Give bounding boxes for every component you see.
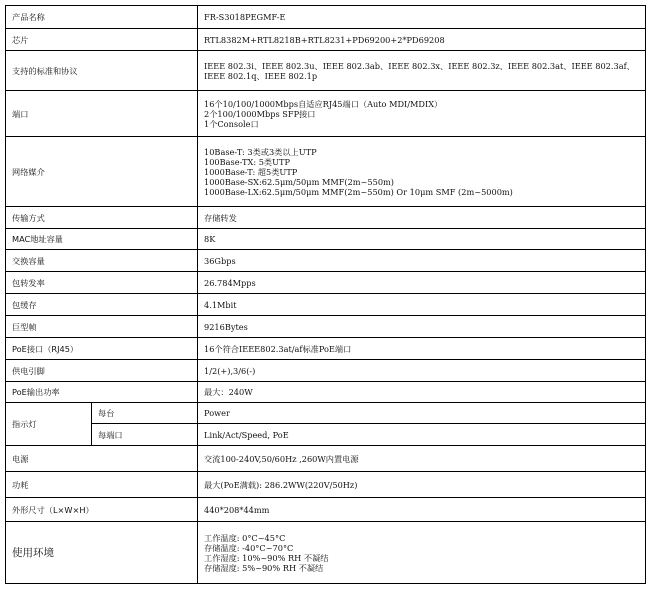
value-line: 1000Base-T: 超5类UTP <box>204 166 298 177</box>
row-value-lines <box>198 137 646 207</box>
row-value-lines <box>198 91 646 137</box>
sub-label: 每端口 <box>92 424 198 446</box>
row-value: Link/Act/Speed, PoE <box>198 424 646 446</box>
row-value: 4.1Mbit <box>198 294 646 316</box>
row-label: 传输方式 <box>6 207 198 229</box>
table-row <box>6 6 646 29</box>
value-line: 工作湿度: 10%~90% RH 不凝结 <box>204 552 329 563</box>
row-label: 芯片 <box>6 29 198 51</box>
row-label: 功耗 <box>6 472 198 498</box>
row-value: 最大：240W <box>198 382 646 403</box>
row-value: 26.784Mpps <box>198 272 646 294</box>
table-row <box>6 207 646 229</box>
row-label: 支持的标准和协议 <box>6 51 198 91</box>
value-line: 1个Console口 <box>204 118 259 129</box>
value-line: 工作温度: 0°C~45°C <box>204 532 286 543</box>
table-row <box>6 272 646 294</box>
row-value: RTL8382M+RTL8218B+RTL8231+PD69200+2*PD69208 <box>198 29 646 51</box>
row-value: FR-S3018PEGMF-E <box>198 6 646 29</box>
table-row <box>6 51 646 91</box>
table-row <box>6 498 646 522</box>
row-label: 产品名称 <box>6 6 198 29</box>
row-value: Power <box>198 403 646 424</box>
sub-label: 每台 <box>92 403 198 424</box>
row-value: 交流100-240V,50/60Hz ,260W内置电源 <box>198 446 646 472</box>
row-value: 16个符合IEEE802.3at/af标准PoE端口 <box>198 338 646 360</box>
table-row <box>6 522 646 584</box>
table-row <box>6 294 646 316</box>
row-value: 440*208*44mm <box>198 498 646 522</box>
table-row <box>6 446 646 472</box>
row-value: 9216Bytes <box>198 316 646 338</box>
row-label: 指示灯 <box>6 403 92 446</box>
value-line: 10Base-T: 3类或3类以上UTP <box>204 146 317 157</box>
value-line: 存储温度: -40°C~70°C <box>204 542 294 553</box>
table-row <box>6 29 646 51</box>
table-row <box>6 382 646 403</box>
row-value: IEEE 802.3i、IEEE 802.3u、IEEE 802.3ab、IEEE 802.3x、IEEE 802.3z、IEEE 802.3at、IEEE 802.3af、IEEE 802.1q、IEEE 802.1p <box>198 51 646 91</box>
value-line: 存储湿度: 5%~90% RH 不凝结 <box>204 562 324 573</box>
row-value: 存储转发 <box>198 207 646 229</box>
row-label: 电源 <box>6 446 198 472</box>
row-label: PoE接口（RJ45） <box>6 338 198 360</box>
table-row <box>6 360 646 382</box>
row-label: 包缓存 <box>6 294 198 316</box>
value-line: 16个10/100/1000Mbps自适应RJ45端口（Auto MDI/MDIX） <box>204 98 443 109</box>
table-row <box>6 316 646 338</box>
row-label: 外形尺寸（L×W×H） <box>6 498 198 522</box>
row-value: 8K <box>198 229 646 250</box>
table-row <box>6 403 646 424</box>
value-line: 1000Base-SX:62.5μm/50μm MMF(2m~550m) <box>204 176 394 187</box>
value-line: 2个100/1000Mbps SFP接口 <box>204 108 316 119</box>
table-row <box>6 472 646 498</box>
spec-table <box>5 5 646 584</box>
row-value: 最大(PoE满载): 286.2WW(220V/50Hz) <box>198 472 646 498</box>
value-line: 100Base-TX: 5类UTP <box>204 156 290 167</box>
row-label: 交换容量 <box>6 250 198 272</box>
table-row <box>6 229 646 250</box>
row-value: 36Gbps <box>198 250 646 272</box>
row-label: 供电引脚 <box>6 360 198 382</box>
row-value: 1/2(+),3/6(-) <box>198 360 646 382</box>
table-row <box>6 137 646 207</box>
table-row <box>6 338 646 360</box>
row-label: 端口 <box>6 91 198 137</box>
table-row <box>6 91 646 137</box>
row-label: PoE输出功率 <box>6 382 198 403</box>
table-row <box>6 250 646 272</box>
row-label: 网络媒介 <box>6 137 198 207</box>
table-row <box>6 424 646 446</box>
row-label: MAC地址容量 <box>6 229 198 250</box>
row-label: 使用环境 <box>6 522 198 584</box>
row-label: 包转发率 <box>6 272 198 294</box>
row-label: 巨型帧 <box>6 316 198 338</box>
row-value-lines <box>198 522 646 584</box>
value-line: 1000Base-LX:62.5μm/50μm MMF(2m~550m) Or 10μm SMF (2m~5000m) <box>204 186 513 197</box>
